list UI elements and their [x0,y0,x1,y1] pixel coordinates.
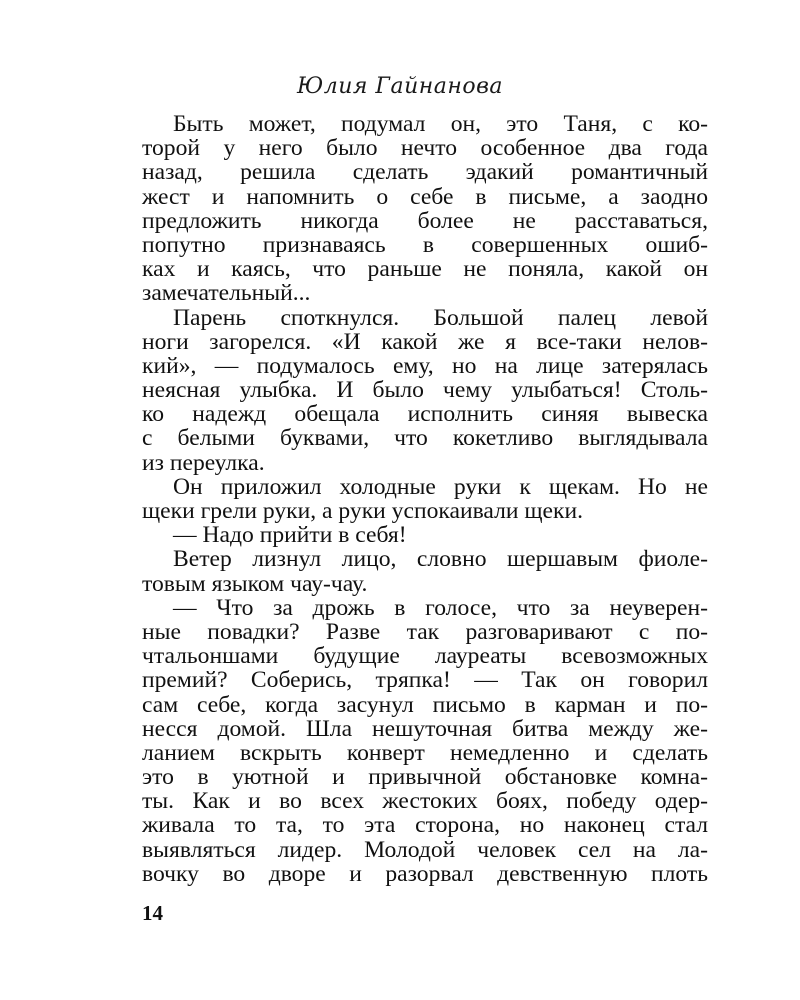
text-line: Парень споткнулся. Большой палец левой [173,304,708,331]
text-line: Быть может, подумал он, это Таня, с ко- [173,111,708,137]
text-line: Ветер лизнул лицо, словно шершавым фиоле- [173,546,708,573]
text-line: ланием вскрыть конверт немедленно и сделать [142,739,708,766]
text-line: ты. Как и во всех жестоких боях, победу одер- [142,788,708,815]
text-line: вочку во дворе и разорвал девственную плоть [142,860,708,887]
text-line: живала то та, то эта сторона, но наконец стал [142,812,708,839]
text-line: Он приложил холодные руки к щекам. Но не [173,473,708,500]
text-line: ках и каясь, что раньше не поняла, какой он [142,256,708,283]
text-line: кий», — подумалось ему, но на лице затерялась [142,352,708,379]
text-line: ко надежд обещала исполнить синяя вывеска [142,401,708,428]
page-number: 14 [142,901,163,925]
text-line: из переулка. [142,449,265,476]
text-line: чтальоншами будущие лауреаты всевозможных [142,643,708,670]
text-line: с белыми буквами, что кокетливо выглядывала [142,425,708,452]
text-line: предложить никогда более не расставаться, [142,207,708,234]
text-line: сам себе, когда засунул письмо в карман и по- [142,691,708,718]
text-line: ные повадки? Разве так разговаривают с по- [142,618,708,645]
page-body-text [142,112,708,886]
text-line: — Надо прийти в себя! [173,522,407,549]
text-line: неясная улыбка. И было чему улыбаться! Столь- [142,377,708,404]
text-line: — Что за дрожь в голосе, что за неуверен- [173,594,708,621]
text-line: попутно признаваясь в совершенных ошиб- [142,231,708,258]
text-line: назад, решила сделать эдакий романтичный [142,159,708,186]
text-line: жест и напомнить о себе в письме, а заодно [142,183,708,210]
running-header-author: Юлия Гайнанова [296,74,504,99]
text-line: это в уютной и привычной обстановке комна- [142,764,708,791]
text-line: выявляться лидер. Молодой человек сел на ла- [142,836,708,863]
text-line: товым языком чау-чау. [142,570,368,597]
text-line: щеки грели руки, а руки успокаивали щеки. [142,498,584,524]
text-line: ноги загорелся. «И какой же я все-таки нелов- [142,328,708,355]
text-line: торой у него было нечто особенное два года [142,135,708,162]
text-line: премий? Соберись, тряпка! — Так он говорил [142,667,708,694]
text-line: несся домой. Шла нешуточная битва между же- [142,715,708,742]
text-line: замечательный... [142,280,311,307]
